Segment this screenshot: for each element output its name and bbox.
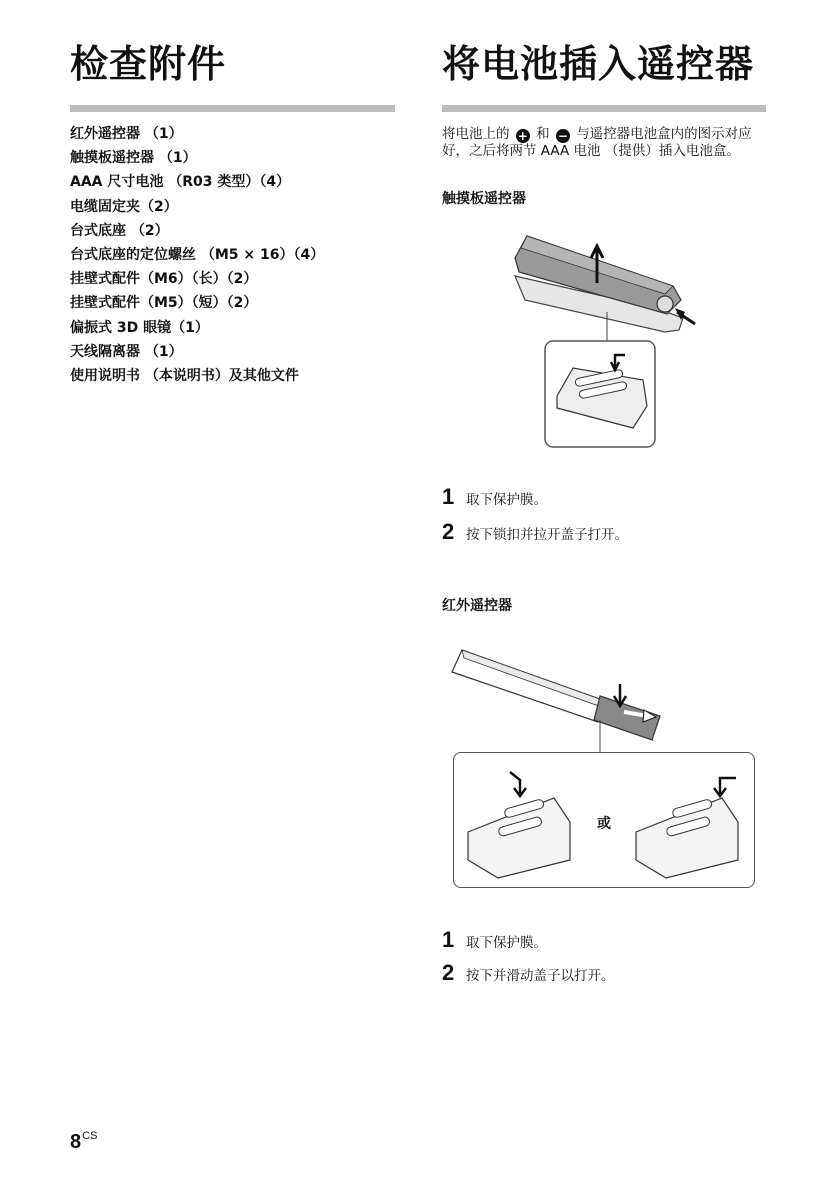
list-item: 使用说明书 （本说明书）及其他文件 <box>70 367 299 384</box>
list-item: 天线隔离器 （1） <box>70 343 183 360</box>
page-number: $8^{CS}$ <box>70 1130 98 1153</box>
minus-terminal-icon: − <box>557 129 568 143</box>
list-item: 触摸板遥控器 （1） <box>70 150 197 167</box>
touchpad-remote-heading: 触摸板遥控器 <box>442 191 526 207</box>
ir-step-2: 2 按下并滑动盖子以打开。 <box>442 960 615 985</box>
plus-terminal-icon: + <box>517 129 528 143</box>
ir-compartment-option-b <box>628 760 748 880</box>
list-item: 挂壁式配件（M6）（长）（2） <box>70 271 258 288</box>
touchpad-step-1: 1 取下保护膜。 <box>442 484 547 509</box>
title-rule-right <box>442 105 766 112</box>
or-label: 或 <box>597 816 611 832</box>
accessories-list <box>70 122 324 388</box>
touchpad-remote-illustration <box>505 228 705 453</box>
arrow-down-icon <box>510 772 526 796</box>
battery-title: 将电池插入遥控器 <box>442 42 755 86</box>
battery-intro: 将电池上的 + 和 − 与遥控器电池盒内的图示对应好，之后将两节 AAA 电池 （提供）插入电池盒。 <box>442 126 752 159</box>
list-item: 电缆固定夹（2） <box>70 198 178 215</box>
ir-step-1: 1 取下保护膜。 <box>442 927 547 952</box>
ir-remote-heading: 红外遥控器 <box>442 598 512 614</box>
ir-remote-illustration <box>448 640 678 752</box>
title-rule-left <box>70 105 395 112</box>
list-item: 台式底座的定位螺丝 （M5 × 16）（4） <box>70 246 325 263</box>
arrow-down-icon <box>714 778 736 796</box>
list-item: 挂壁式配件（M5）（短）（2） <box>70 295 258 312</box>
ir-compartment-option-a <box>458 760 578 880</box>
list-item: 红外遥控器 （1） <box>70 126 183 142</box>
list-item: 台式底座 （2） <box>70 222 169 239</box>
list-item: 偏振式 3D 眼镜（1） <box>70 319 209 336</box>
touchpad-step-2: 2 按下锁扣并拉开盖子打开。 <box>442 519 628 544</box>
accessories-title: 检查附件 <box>70 42 227 86</box>
list-item: AAA 尺寸电池 （R03 类型）（4） <box>70 174 291 191</box>
